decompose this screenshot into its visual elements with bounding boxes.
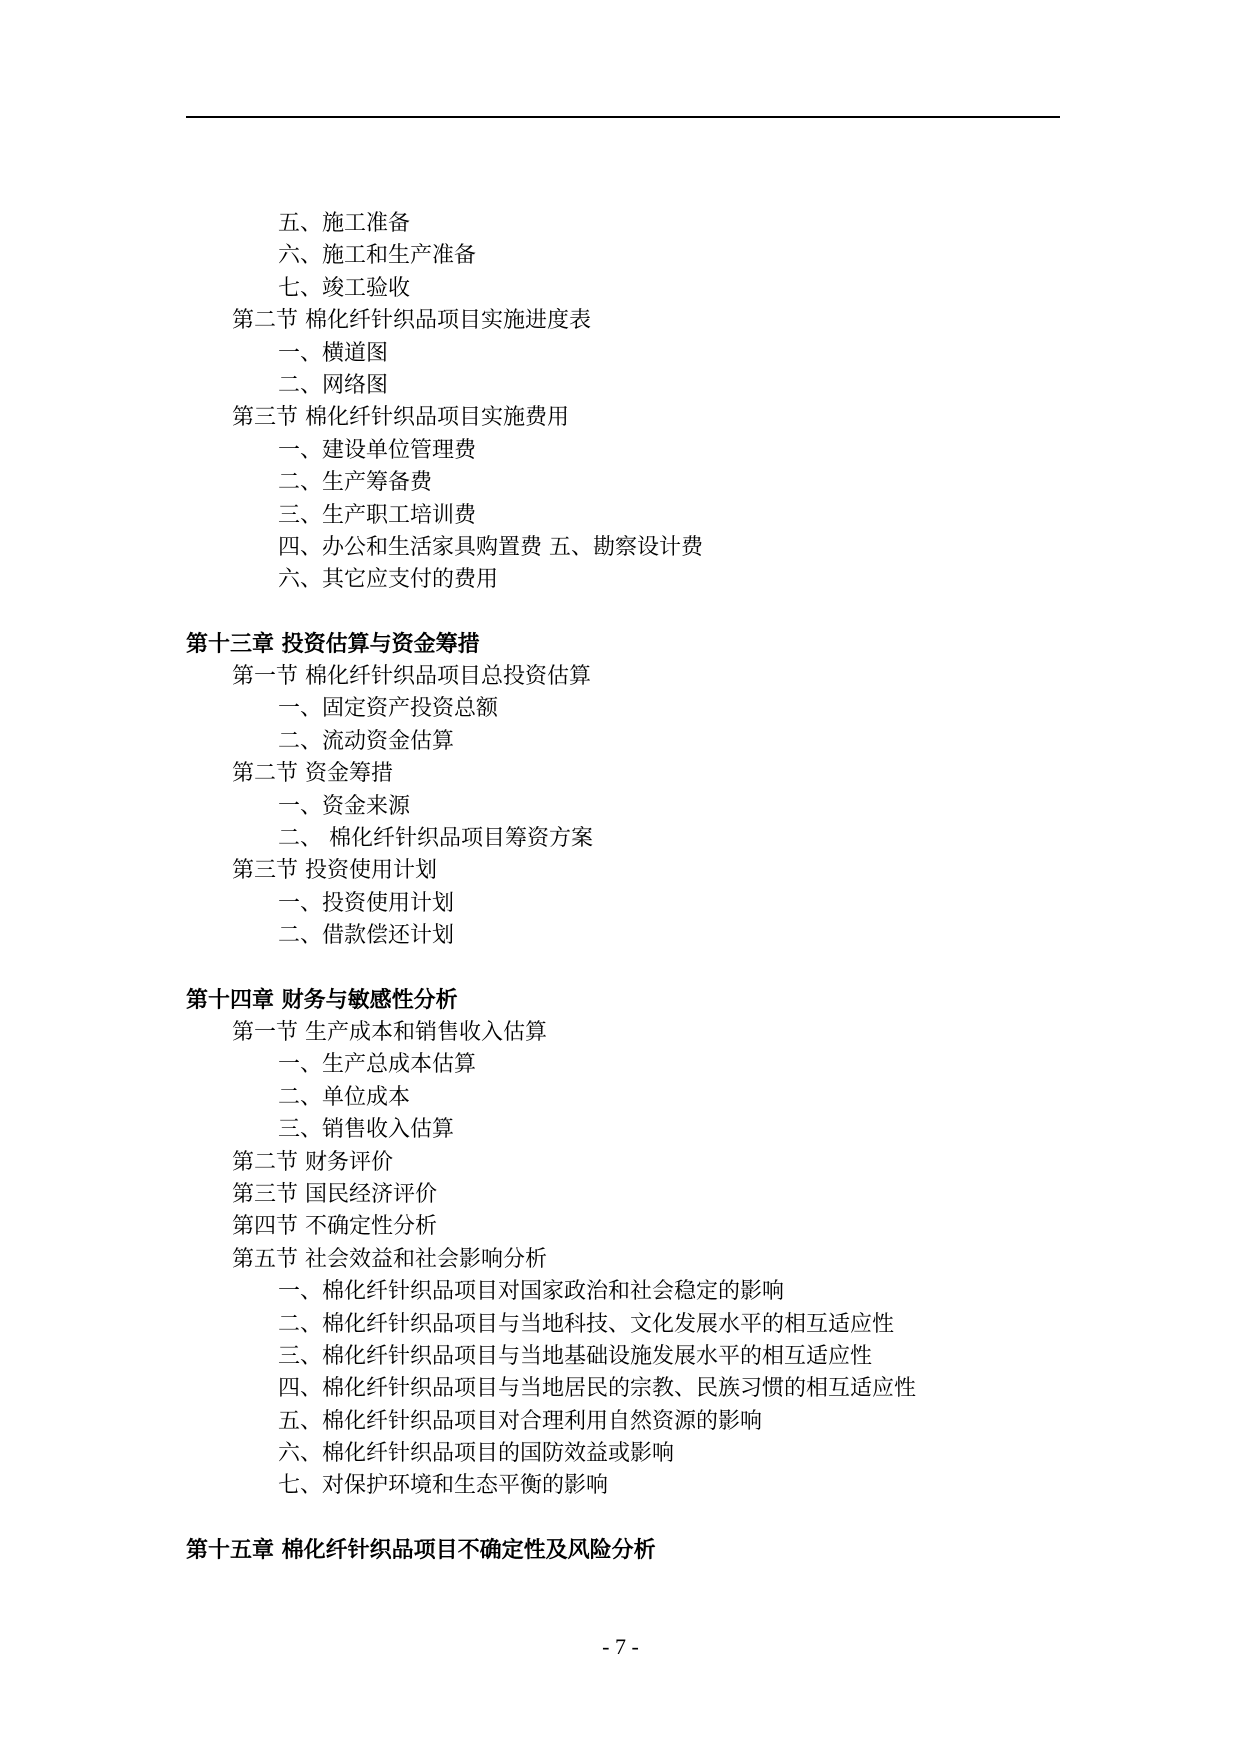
toc-item-line: 一、横道图	[278, 340, 389, 366]
toc-item-line: 七、竣工验收	[278, 275, 411, 301]
toc-section-line: 第二节 棉化纤针织品项目实施进度表	[232, 308, 591, 334]
toc-item-line: 四、办公和生活家具购置费 五、勘察设计费	[278, 534, 703, 560]
toc-item-line: 六、其它应支付的费用	[278, 567, 499, 593]
toc-item-line: 一、投资使用计划	[278, 890, 455, 916]
toc-section-line: 第三节 棉化纤针织品项目实施费用	[232, 405, 569, 431]
toc-item-line: 二、借款偿还计划	[278, 923, 455, 949]
toc-item-line: 二、网络图	[278, 372, 389, 398]
toc-item-line: 五、棉化纤针织品项目对合理利用自然资源的影响	[278, 1408, 763, 1434]
toc-item-line: 三、棉化纤针织品项目与当地基础设施发展水平的相互适应性	[278, 1343, 873, 1369]
toc-item-line: 六、棉化纤针织品项目的国防效益或影响	[278, 1441, 675, 1467]
header-rule	[186, 116, 1060, 118]
toc-section-line: 第二节 财务评价	[232, 1149, 393, 1175]
toc-item-line: 三、销售收入估算	[278, 1117, 455, 1143]
toc-item-line: 七、对保护环境和生态平衡的影响	[278, 1473, 609, 1499]
toc-item-line: 二、 棉化纤针织品项目筹资方案	[278, 826, 593, 852]
toc-section-line: 第二节 资金筹措	[232, 761, 393, 787]
page-number: - 7 -	[602, 1634, 639, 1659]
toc-chapter-line: 第十五章 棉化纤针织品项目不确定性及风险分析	[186, 1537, 656, 1563]
toc-item-line: 一、固定资产投资总额	[278, 696, 499, 722]
toc-section-line: 第四节 不确定性分析	[232, 1214, 437, 1240]
toc-chapter-line: 第十三章 投资估算与资金筹措	[186, 631, 480, 657]
toc-item-line: 二、单位成本	[278, 1084, 411, 1110]
toc-item-line: 四、棉化纤针织品项目与当地居民的宗教、民族习惯的相互适应性	[278, 1376, 917, 1402]
toc-section-line: 第五节 社会效益和社会影响分析	[232, 1246, 547, 1272]
toc-section-line: 第三节 投资使用计划	[232, 858, 437, 884]
toc-item-line: 一、生产总成本估算	[278, 1052, 477, 1078]
toc-section-line: 第三节 国民经济评价	[232, 1181, 437, 1207]
toc-item-line: 六、施工和生产准备	[278, 243, 477, 269]
toc-section-line: 第一节 生产成本和销售收入估算	[232, 1019, 547, 1045]
toc-item-line: 二、生产筹备费	[278, 470, 433, 496]
toc-chapter-line: 第十四章 财务与敏感性分析	[186, 987, 458, 1013]
toc-section-line: 第一节 棉化纤针织品项目总投资估算	[232, 664, 591, 690]
toc-item-line: 三、生产职工培训费	[278, 502, 477, 528]
toc-item-line: 二、棉化纤针织品项目与当地科技、文化发展水平的相互适应性	[278, 1311, 895, 1337]
toc-item-line: 一、建设单位管理费	[278, 437, 477, 463]
toc-item-line: 五、施工准备	[278, 211, 411, 236]
toc-item-line: 一、资金来源	[278, 793, 411, 819]
toc-item-line: 二、流动资金估算	[278, 728, 455, 754]
toc-item-line: 一、棉化纤针织品项目对国家政治和社会稳定的影响	[278, 1279, 785, 1305]
table-of-contents	[186, 208, 1060, 1567]
